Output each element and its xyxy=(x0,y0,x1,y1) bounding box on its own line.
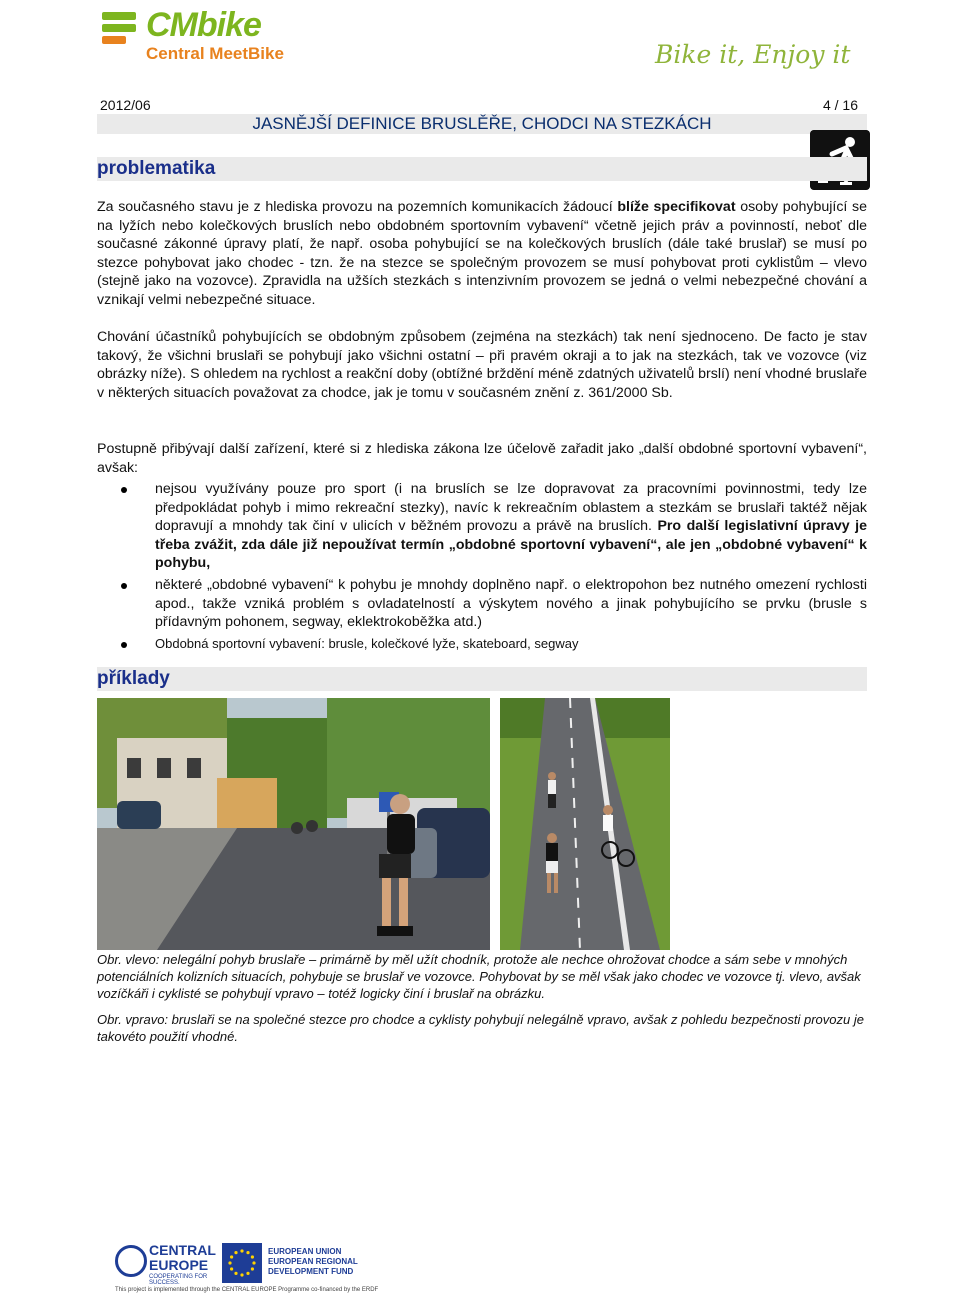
bullet-list xyxy=(117,480,867,656)
list-item xyxy=(117,576,867,632)
caption-left-photo: Obr. vlevo: nelegální pohyb bruslaře – primárně by měl užít chodník, protože ale nechce ohrožovat chodce a sám sebe v mnohých potenciálních kolizních situacích, pohybuje se bruslař ve vozovce. Pohybovat by se měl však jako chodec ve vozovce tj. vlevo, avšak vozíčkáři i cyklisté se pohybují vpravo – totéž logicky činí i bruslař na obrázku. xyxy=(97,952,861,1001)
photo-street-skater xyxy=(97,698,490,950)
page-number: 4 / 16 xyxy=(822,97,858,113)
central-europe-line2: EUROPE xyxy=(149,1257,209,1273)
header-date: 2012/06 xyxy=(100,97,151,113)
paragraph-1-bold: blíže specifikovat xyxy=(617,199,736,215)
eu-line3: DEVELOPMENT FUND xyxy=(268,1267,354,1276)
eu-fund-text xyxy=(268,1247,358,1277)
bullet-icon xyxy=(121,583,127,589)
paragraph-3: Postupně přibývají další zařízení, které si z hlediska zákona lze účelově zařadit jako „další obdobné sportovní vybavení“, avšak: xyxy=(97,441,867,476)
bullet-icon xyxy=(121,487,127,493)
list-item xyxy=(117,635,867,654)
paragraph-2: Chování účastníků pohybujících se obdobným způsobem (zejména na stezkách) tak není sjednoceno. De facto je stav takový, že všichni bruslaři se pohybují jako všichni ostatní – při pravém okraji a to jak na stezkách, tak ve vozovce (viz obrázky níže). S ohledem na rychlost a reakční doby (obtížné brždění méně zdatných uživatelů brslí) není vhodné bruslaře v některých situacích považovat za chodce, jak je tomu v současném znění z. 361/2000 Sb. xyxy=(97,329,867,401)
document-title: JASNĚJŠÍ DEFINICE BRUSLĚŘE, CHODCI NA STEZKÁCH xyxy=(252,114,712,133)
eu-flag-icon xyxy=(222,1243,262,1283)
central-europe-logo-mark-icon xyxy=(115,1245,147,1277)
section-heading-problematika: problematika xyxy=(97,158,216,179)
list-item-text: některé „obdobné vybavení“ k pohybu je mnohdy doplněno např. o elektropohon bez nutného omezení rychlosti apod., takže vzniká problém s ovladatelností a výskytem nového a jinak pohybujícího se prvku (brusle s přídavným pohonem, segway, eklektrokoběžka atd.) xyxy=(155,576,867,631)
eu-line1: EUROPEAN UNION xyxy=(268,1247,342,1256)
central-europe-text xyxy=(149,1243,216,1273)
list-item-text: nejsou využívány pouze pro sport (i na bruslích se lze dopravovat za pracovními povinnostmi, tedy lze předpokládat pohyb i mimo rekreační stezky), navíc k rekreačním oblastem a stezkám se bruslaři taktéž nějak dopravují a mnohdy tak činí v ulicích v běžném provozu a právě na bruslích. xyxy=(155,481,867,535)
slogan: Bike it, Enjoy it xyxy=(655,40,851,69)
central-europe-tagline: COOPERATING FOR SUCCESS. xyxy=(149,1274,208,1286)
cmbike-logo-icon xyxy=(102,10,140,46)
footer-note: This project is implemented through the CENTRAL EUROPE Programme co-financed by the ERDF xyxy=(115,1287,379,1293)
central-europe-logo xyxy=(115,1243,215,1285)
list-item xyxy=(117,480,867,573)
central-europe-line1: CENTRAL xyxy=(149,1242,216,1258)
list-item-bold: Pro další legislativní úpravy je třeba zvážit, zda dále již nepoužívat termín „obdobné sportovní vybavení“, ale jen „obdobné vybavení“ k pohybu, xyxy=(155,518,868,572)
caption-right-photo: Obr. vpravo: bruslaři se na společné stezce pro chodce a cyklisty pohybují nelegálně vpravo, avšak z pohledu bezpečnosti provozu je takovéto použití vhodné. xyxy=(97,1012,864,1044)
paragraph-1 xyxy=(97,198,867,310)
logo-subtitle: Central MeetBike xyxy=(146,44,284,63)
eu-line2: EUROPEAN REGIONAL xyxy=(268,1257,358,1266)
photo-path-skaters xyxy=(500,698,670,950)
paragraph-1-text-a: Za současného stavu je z hlediska provozu na pozemních komunikacích žádoucí xyxy=(97,199,618,215)
paragraph-1-text-b: osoby pohybující se na lyžích nebo kolečkových bruslích nebo obdobném sportovním vybavení“ včetně jejich práv a povinností, neboť dle současné zákonné úpravy platí, že např. osoba pohybující se na kolečkových bruslích (dále také bruslař) se musí po stezce pohybovat jako chodec - tzn. že na stezce se společným provozem se musí pohybovat proti cyklistům – vlevo (stejně jako na vozovce). Zpravidla na užších stezkách s intenzivním provozem se jedná o velmi nebezpečné chování a vznikají velmi nebezpečné situace. xyxy=(97,199,867,308)
bullet-icon xyxy=(121,642,127,648)
logo-wordmark: CMbike xyxy=(146,6,261,44)
list-item-text: Obdobná sportovní vybavení: brusle, kolečkové lyže, skateboard, segway xyxy=(155,635,579,651)
section-heading-priklady: příklady xyxy=(97,668,170,689)
section-bar xyxy=(97,667,867,691)
